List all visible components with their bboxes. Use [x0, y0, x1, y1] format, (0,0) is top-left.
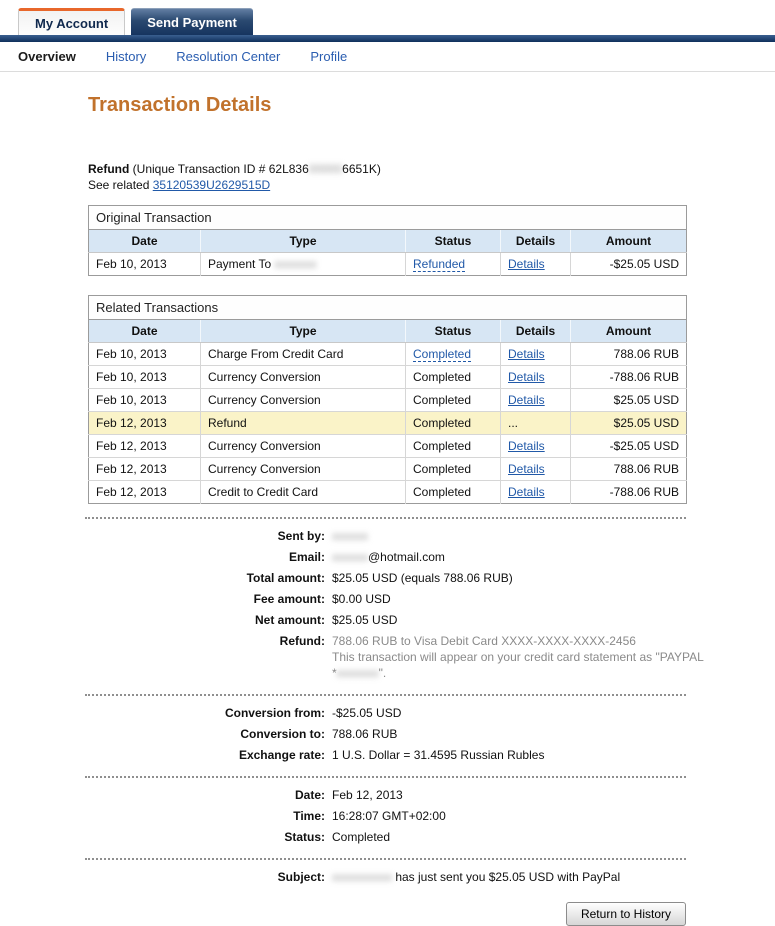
text: $25.05 USD: [332, 613, 398, 627]
dotted-separator: [85, 517, 686, 519]
status-link[interactable]: Completed: [413, 347, 472, 361]
detail-row: [88, 528, 775, 544]
detail-value-line: [332, 808, 446, 824]
details-link[interactable]: Details: [508, 257, 545, 271]
subnav-item-resolution-center[interactable]: Resolution Center: [176, 49, 281, 64]
cell-date: Feb 10, 2013: [89, 366, 201, 389]
table-row: [89, 458, 687, 481]
detail-row: [88, 570, 775, 586]
main-tabstrip: [0, 0, 775, 42]
detail-row: [88, 787, 775, 803]
cell-status: Completed: [406, 435, 501, 458]
text: @hotmail.com: [368, 550, 445, 564]
subject-section: [88, 869, 775, 885]
detail-value: [332, 549, 445, 565]
detail-row: [88, 726, 775, 742]
cell-date: Feb 10, 2013: [89, 253, 201, 276]
detail-label: Time:: [293, 809, 325, 823]
column-header-details: Details: [501, 320, 571, 343]
column-header-details: Details: [501, 230, 571, 253]
details-link[interactable]: Details: [508, 485, 545, 499]
column-header-type: Type: [201, 230, 406, 253]
payment-details-section: [88, 528, 775, 681]
detail-value: [332, 747, 544, 763]
cell-amount: -788.06 RUB: [571, 481, 687, 504]
text: Charge From Credit Card: [208, 347, 344, 361]
detail-value-line: [332, 829, 390, 845]
text: 1 U.S. Dollar = 31.4595 Russian Rubles: [332, 748, 545, 762]
table-section-title: Original Transaction: [89, 206, 687, 230]
cell-details: [501, 253, 571, 276]
cell-details: [501, 458, 571, 481]
subnav-item-profile[interactable]: Profile: [310, 49, 348, 64]
cell-amount: 788.06 RUB: [571, 458, 687, 481]
related-transaction-link[interactable]: 35120539U2629515D: [152, 178, 271, 192]
cell-date: Feb 12, 2013: [89, 412, 201, 435]
detail-label: Conversion to:: [240, 727, 325, 741]
detail-value: [332, 705, 401, 721]
table-header-row: [89, 230, 687, 253]
detail-value-line: [332, 665, 704, 681]
cell-status: Completed: [406, 366, 501, 389]
table-header-row: [89, 320, 687, 343]
table-row: [89, 343, 687, 366]
status-link[interactable]: Refunded: [413, 257, 466, 271]
text: Feb 12, 2013: [332, 788, 403, 802]
detail-value-line: [332, 570, 513, 586]
detail-label: Exchange rate:: [238, 748, 325, 762]
cell-details: [501, 389, 571, 412]
cell-amount: $25.05 USD: [571, 412, 687, 435]
text: $25.05 USD (equals 788.06 RUB): [332, 571, 513, 585]
cell-type: [201, 458, 406, 481]
table-row: [89, 253, 687, 276]
table-section-title-row: [89, 206, 687, 230]
cell-status: [406, 253, 501, 276]
dotted-separator: [85, 858, 686, 860]
text: Refund: [208, 416, 247, 430]
detail-label: Total amount:: [246, 571, 325, 585]
cell-status: Completed: [406, 412, 501, 435]
date-status-section: [88, 787, 775, 845]
see-related-label: See related: [88, 178, 153, 192]
cell-details: [501, 366, 571, 389]
cell-type: [201, 412, 406, 435]
detail-value: [332, 633, 704, 681]
table-section-title: Related Transactions: [89, 296, 687, 320]
detail-value-line: [332, 787, 403, 803]
redacted-text: xxxxxx: [332, 529, 368, 543]
cell-amount: -$25.05 USD: [571, 253, 687, 276]
detail-label: Refund:: [279, 634, 325, 648]
table-row: [89, 481, 687, 504]
detail-value: [332, 726, 397, 742]
related-transactions-table: [88, 295, 687, 504]
column-header-amount: Amount: [571, 230, 687, 253]
conversion-details-section: [88, 705, 775, 763]
dotted-separator: [85, 776, 686, 778]
detail-value-line: [332, 549, 445, 565]
redacted-text: xxxxxxxxxx: [332, 870, 392, 884]
see-related-line: [88, 177, 775, 193]
page-title: Transaction Details: [88, 94, 272, 116]
detail-row: [88, 633, 775, 681]
detail-row: [88, 808, 775, 824]
detail-row: [88, 612, 775, 628]
details-link[interactable]: Details: [508, 439, 545, 453]
return-to-history-button[interactable]: Return to History: [566, 902, 686, 926]
text: Payment To: [208, 257, 275, 271]
detail-value: [332, 869, 620, 885]
detail-value: [332, 808, 446, 824]
details-link[interactable]: Details: [508, 347, 545, 361]
redacted-text: xxxxxxx: [274, 257, 317, 271]
detail-label: Status:: [284, 830, 325, 844]
text: This transaction will appear on your credit card statement as "PAYPAL: [332, 650, 704, 664]
cell-details: [501, 343, 571, 366]
cell-type: [201, 435, 406, 458]
table-row: [89, 412, 687, 435]
transaction-id-suffix: 6651K): [342, 162, 381, 176]
detail-value-line: [332, 591, 391, 607]
table-row: [89, 389, 687, 412]
cell-details: [501, 435, 571, 458]
cell-type: [201, 481, 406, 504]
column-header-date: Date: [89, 230, 201, 253]
cell-date: Feb 12, 2013: [89, 458, 201, 481]
cell-status: Completed: [406, 389, 501, 412]
cell-type: [201, 253, 406, 276]
cell-details: [501, 481, 571, 504]
transaction-id-prefix: (Unique Transaction ID # 62L836: [129, 162, 309, 176]
table-section-title-row: [89, 296, 687, 320]
detail-value-line: [332, 649, 704, 665]
text: Completed: [332, 830, 391, 844]
details-link[interactable]: Details: [508, 462, 545, 476]
cell-date: Feb 12, 2013: [89, 435, 201, 458]
column-header-date: Date: [89, 320, 201, 343]
text: $0.00 USD: [332, 592, 391, 606]
detail-value: [332, 570, 513, 586]
detail-label: Conversion from:: [224, 706, 325, 720]
detail-label: Net amount:: [255, 613, 325, 627]
cell-amount: -$25.05 USD: [571, 435, 687, 458]
dotted-separator: [85, 694, 686, 696]
cell-type: [201, 366, 406, 389]
text: 16:28:07 GMT+02:00: [332, 809, 446, 823]
column-header-amount: Amount: [571, 320, 687, 343]
footer-button-row: [88, 902, 686, 926]
cell-status: [406, 343, 501, 366]
detail-value-line: [332, 633, 704, 649]
detail-row: [88, 549, 775, 565]
subnav: [0, 42, 775, 72]
detail-value: [332, 528, 368, 544]
cell-type: [201, 343, 406, 366]
cell-date: Feb 12, 2013: [89, 481, 201, 504]
redacted-text: xxxxxxx: [336, 666, 379, 680]
detail-row: [88, 705, 775, 721]
column-header-status: Status: [406, 320, 501, 343]
text: -$25.05 USD: [332, 706, 402, 720]
transaction-summary: [88, 161, 775, 193]
cell-amount: $25.05 USD: [571, 389, 687, 412]
details-link[interactable]: Details: [508, 393, 545, 407]
detail-value-line: [332, 612, 397, 628]
column-header-status: Status: [406, 230, 501, 253]
detail-label: Date:: [294, 788, 325, 802]
text: has just sent you $25.05 USD with PayPal: [392, 870, 621, 884]
transaction-type-label: Refund: [88, 162, 130, 176]
original-transaction-table: [88, 205, 687, 276]
cell-amount: -788.06 RUB: [571, 366, 687, 389]
text: Credit to Credit Card: [208, 485, 319, 499]
text: 788.06 RUB: [332, 727, 398, 741]
detail-value: [332, 787, 403, 803]
cell-amount: 788.06 RUB: [571, 343, 687, 366]
content-area: [0, 94, 775, 926]
detail-value-line: [332, 747, 544, 763]
cell-type: [201, 389, 406, 412]
cell-status: Completed: [406, 458, 501, 481]
detail-value: [332, 612, 397, 628]
text: Currency Conversion: [208, 439, 321, 453]
detail-label: Fee amount:: [253, 592, 325, 606]
transaction-id-line: [88, 161, 775, 177]
text: *: [332, 666, 337, 680]
redacted-text: xxxxxx: [332, 550, 368, 564]
text: ".: [378, 666, 387, 680]
detail-value: [332, 829, 390, 845]
tab-my-account[interactable]: My Account: [18, 8, 125, 35]
tabstrip-bar: [0, 35, 775, 42]
subnav-item-history[interactable]: History: [105, 49, 147, 64]
transaction-id-redacted: 00000: [308, 162, 343, 176]
detail-row: [88, 747, 775, 763]
table-row: [89, 366, 687, 389]
text: Currency Conversion: [208, 370, 321, 384]
detail-value-line: [332, 869, 620, 885]
detail-row: [88, 591, 775, 607]
cell-details: ...: [501, 412, 571, 435]
text: Currency Conversion: [208, 393, 321, 407]
detail-label: Sent by:: [277, 529, 325, 543]
detail-row: [88, 869, 775, 885]
cell-date: Feb 10, 2013: [89, 389, 201, 412]
detail-label: Subject:: [277, 870, 325, 884]
cell-date: Feb 10, 2013: [89, 343, 201, 366]
text: 788.06 RUB to Visa Debit Card XXXX-XXXX-XXXX-2456: [332, 634, 636, 648]
detail-value-line: [332, 528, 368, 544]
subnav-item-overview[interactable]: Overview: [18, 49, 76, 64]
table-row: [89, 435, 687, 458]
detail-value: [332, 591, 391, 607]
column-header-type: Type: [201, 320, 406, 343]
detail-value-line: [332, 726, 397, 742]
detail-value-line: [332, 705, 401, 721]
text: Currency Conversion: [208, 462, 321, 476]
details-link[interactable]: Details: [508, 370, 545, 384]
cell-status: Completed: [406, 481, 501, 504]
detail-row: [88, 829, 775, 845]
tab-send-payment[interactable]: Send Payment: [131, 8, 253, 35]
detail-label: Email:: [288, 550, 325, 564]
